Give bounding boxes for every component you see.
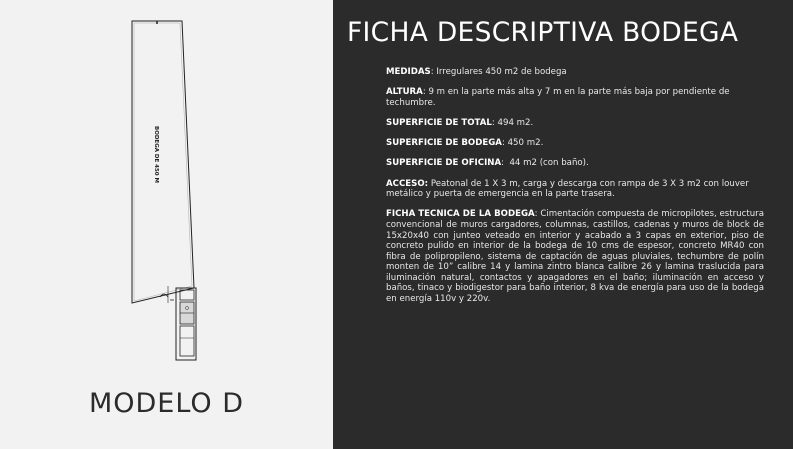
spec-value: Irregulares 450 m2 de bodega: [436, 67, 567, 77]
spec-value: 44 m2 (con baño).: [509, 158, 589, 169]
spec-value: 9 m en la parte más alta y 7 m en la parte más baja por pendiente de techumbre.: [386, 87, 730, 108]
spec-label: SUPERFICIE DE OFICINA: [386, 158, 502, 169]
spec-superficie-total: SUPERFICIE DE TOTAL: 494 m2.: [386, 117, 534, 128]
spec-value: 450 m2.: [507, 138, 544, 149]
spec-value: 494 m2.: [497, 117, 534, 128]
spec-superficie-oficina: SUPERFICIE DE OFICINA: 44 m2 (con baño).: [386, 158, 589, 169]
spec-label: MEDIDAS: [386, 67, 431, 77]
spec-altura: ALTURA: 9 m en la parte más alta y 7 m en la parte más baja por pendiente de techumbre.: [386, 87, 730, 108]
spec-label: ACCESO:: [386, 178, 429, 189]
page-title: FICHA DESCRIPTIVA BODEGA: [347, 17, 739, 48]
floor-plan-panel: [0, 0, 333, 449]
spec-ficha-tecnica: FICHA TECNICA DE LA BODEGA: Cimentación compuesta de micropilotes, estructura convencional de muros cargadores, columnas, castillos, cadenas y muros de block de 15x20x40 con junteo veteado en interior y acabado a 3 capas en exterior, piso de concreto pulido en interior de la bodega de 10 cms de espesor, concreto MR40 con fibra de polipropileno, sistema de captación de aguas pluviales, techumbre de polín monten de 10” calibre 14 y lamina zintro blanca calibre 26 y lamina traslucida para iluminación natural, contactos y apagadores en el baño; iluminación en acceso y baños, tinaco y biodigestor para baño interior, 8 kva de energía para uso de la bodega en energía 110v y 220v.: [386, 209, 764, 305]
description-panel: [333, 0, 793, 449]
floor-plan-drawing: [120, 18, 210, 378]
spec-list: [386, 67, 764, 314]
spec-value: Peatonal de 1 X 3 m, carga y descarga con rampa de 3 X 3 m2 con louver metálico y puerta de emergencia en la parte trasera.: [386, 178, 749, 200]
spec-label: ALTURA: [386, 87, 423, 98]
model-title: MODELO D: [88, 388, 245, 419]
warehouse-outline: [132, 21, 194, 303]
spec-acceso: [386, 179, 764, 200]
spec-superficie-bodega: SUPERFICIE DE BODEGA: 450 m2.: [386, 138, 544, 149]
spec-medidas: MEDIDAS: Irregulares 450 m2 de bodega: [386, 67, 567, 77]
spec-label: SUPERFICIE DE BODEGA: [386, 138, 502, 149]
spec-value: Cimentación compuesta de micropilotes, estructura convencional de muros cargadores, columnas, castillos, cadenas y muros de block de 15x20x40 con junteo veteado en interior y acabado a 3 capas en exterior, piso de concreto pulido en interior de la bodega de 10 cms de espesor, concreto MR40 con fibra de polipropileno, sistema de captación de aguas pluviales, techumbre de polín monten de 10” calibre 14 y lamina zintro blanca calibre 26 y lamina traslucida para iluminación natural, contactos y apagadores en el baño; iluminación en acceso y baños, tinaco y biodigestor para baño interior, 8 kva de energía para uso de la bodega en energía 110v y 220v.: [386, 209, 764, 305]
spec-label: SUPERFICIE DE TOTAL: [386, 117, 492, 128]
spec-label: FICHA TECNICA DE LA BODEGA: [386, 209, 535, 220]
plan-label: BODEGA DE 450 M: [153, 126, 159, 183]
